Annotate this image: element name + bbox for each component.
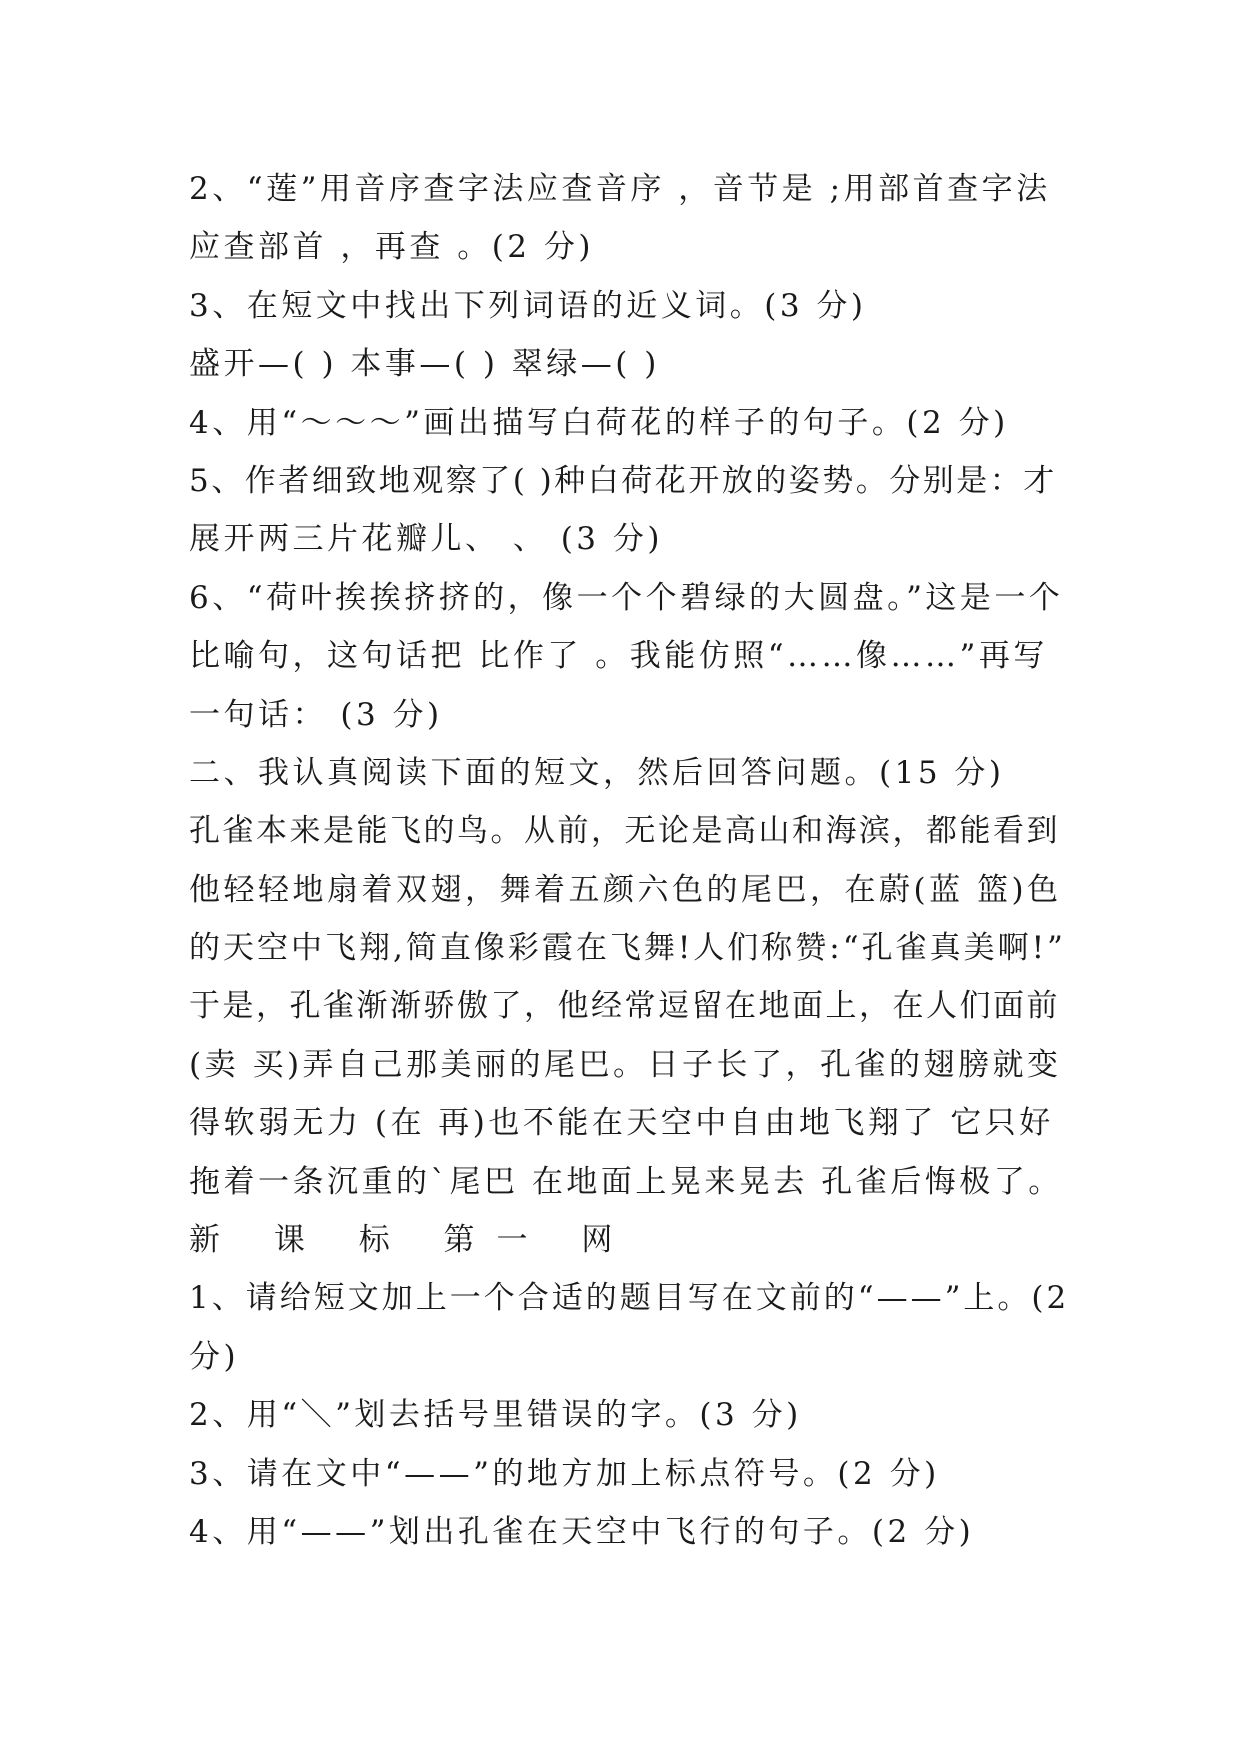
text-line: 一句话： (3 分) — [189, 696, 443, 733]
question-line: 4、用“——”划出孔雀在天空中飞行的句子。(2 分) — [189, 1513, 975, 1550]
passage-line: (卖 买)弄自己那美丽的尾巴。日子长了，孔雀的翅膀就变 — [189, 1046, 1062, 1083]
watermark-text: 新 课 标 第一 网 — [189, 1222, 635, 1259]
question-line: 1、请给短文加上一个合适的题目写在文前的“——”上。(2 — [189, 1280, 1070, 1317]
passage-line: 的天空中飞翔,简直像彩霞在飞舞!人们称赞:“孔雀真美啊!” — [189, 930, 1066, 967]
text-line: 应查部首 ，再查 。(2 分) — [189, 229, 594, 266]
text-line: 5、作者细致地观察了( )种白荷花开放的姿势。分别是：才 — [189, 462, 1057, 499]
passage-line: 孔雀本来是能飞的鸟。从前，无论是高山和海滨，都能看到 — [189, 813, 1060, 850]
section-heading: 二、我认真阅读下面的短文，然后回答问题。(15 分) — [189, 754, 1005, 791]
text-line: 3、在短文中找出下列词语的近义词。(3 分) — [189, 287, 867, 324]
passage-line: 于是，孔雀渐渐骄傲了，他经常逗留在地面上，在人们面前 — [189, 988, 1060, 1025]
text-line: 6、“荷叶挨挨挤挤的，像一个个碧绿的大圆盘。”这是一个 — [189, 579, 1064, 616]
question-line: 分) — [189, 1338, 240, 1375]
passage-line: 得软弱无力 (在 再)也不能在天空中自由地飞翔了 它只好 — [189, 1105, 1054, 1142]
text-line: 展开两三片花瓣儿、 、 (3 分) — [189, 521, 663, 558]
text-line: 盛开—( ) 本事—( ) 翠绿—( ) — [189, 346, 660, 383]
text-line: 2、“莲”用音序查字法应查音序 ，音节是 ;用部首查字法 — [189, 171, 1051, 207]
text-line: 比喻句，这句话把 比作了 。我能仿照“……像……”再写 — [189, 638, 1048, 675]
document-page — [189, 160, 1069, 1561]
question-line: 2、用“＼”划去括号里错误的字。(3 分) — [189, 1397, 802, 1434]
passage-line: 他轻轻地扇着双翅，舞着五颜六色的尾巴，在蔚(蓝 篮)色 — [189, 871, 1062, 908]
text-line: 4、用“～～～”画出描写白荷花的样子的句子。(2 分) — [189, 404, 1009, 441]
question-line: 3、请在文中“——”的地方加上标点符号。(2 分) — [189, 1455, 940, 1492]
passage-line: 拖着一条沉重的`尾巴 在地面上晃来晃去 孔雀后悔极了。 — [189, 1163, 1063, 1200]
